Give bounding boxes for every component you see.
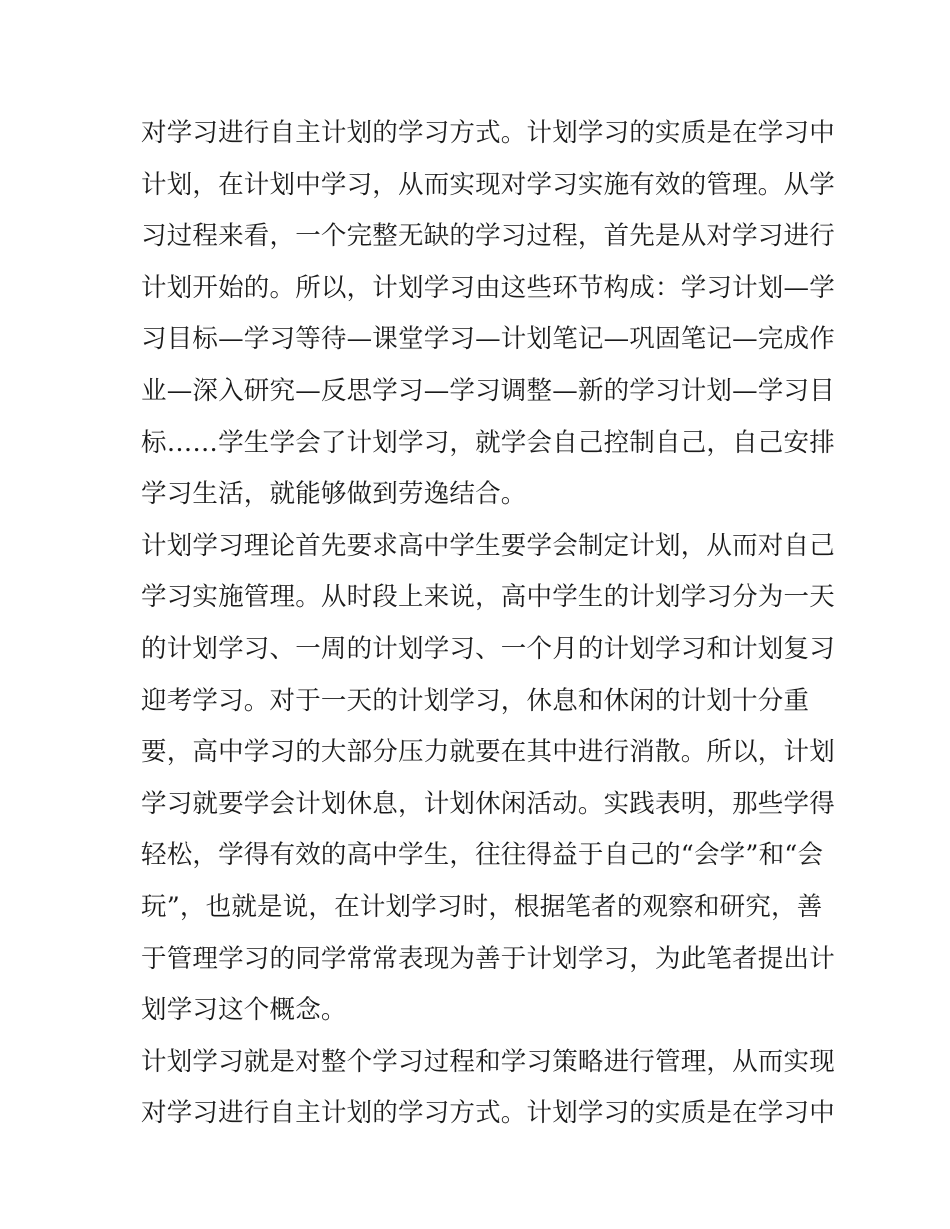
text-line: 划学习这个概念。 — [141, 995, 347, 1026]
paragraph-1 — [141, 108, 835, 521]
text-line: 学习生活，就能够做到劳逸结合。 — [141, 479, 527, 510]
text-line: 要，高中学习的大部分压力就要在其中进行消散。所以，计划 — [141, 737, 835, 768]
text-line: 对学习进行自主计划的学习方式。计划学习的实质是在学习中 — [141, 1098, 835, 1129]
text-line: 玩”，也就是说，在计划学习时，根据笔者的观察和研究，善 — [141, 891, 823, 922]
text-line: 习目标—学习等待—课堂学习—计划笔记—巩固笔记—完成作 — [141, 324, 835, 355]
text-line: 学习实施管理。从时段上来说，高中学生的计划学习分为一天 — [141, 582, 835, 613]
text-line: 迎考学习。对于一天的计划学习，休息和休闲的计划十分重 — [141, 685, 810, 716]
text-line: 于管理学习的同学常常表现为善于计划学习，为此笔者提出计 — [141, 943, 835, 974]
paragraph-2 — [141, 521, 835, 1037]
text-line: 计划学习理论首先要求高中学生要学会制定计划，从而对自己 — [141, 530, 835, 561]
text-line: 业—深入研究—反思学习—学习调整—新的学习计划—学习目 — [141, 375, 835, 406]
text-line: 计划，在计划中学习，从而实现对学习实施有效的管理。从学 — [141, 169, 835, 200]
text-line: 的计划学习、一周的计划学习、一个月的计划学习和计划复习 — [141, 633, 835, 664]
paragraph-3 — [141, 1037, 835, 1140]
text-line: 习过程来看，一个完整无缺的学习过程，首先是从对学习进行 — [141, 221, 835, 252]
text-line: 学习就要学会计划休息，计划休闲活动。实践表明，那些学得 — [141, 788, 835, 819]
body-text — [141, 108, 835, 1140]
text-line: 计划学习就是对整个学习过程和学习策略进行管理，从而实现 — [141, 1046, 835, 1077]
text-line: 对学习进行自主计划的学习方式。计划学习的实质是在学习中 — [141, 118, 835, 148]
text-line: 计划开始的。所以，计划学习由这些环节构成：学习计划—学 — [141, 272, 835, 303]
text-line: 轻松，学得有效的高中学生，往往得益于自己的“会学”和“会 — [141, 840, 824, 871]
text-line: 标……学生学会了计划学习，就学会自己控制自己，自己安排 — [141, 427, 835, 458]
